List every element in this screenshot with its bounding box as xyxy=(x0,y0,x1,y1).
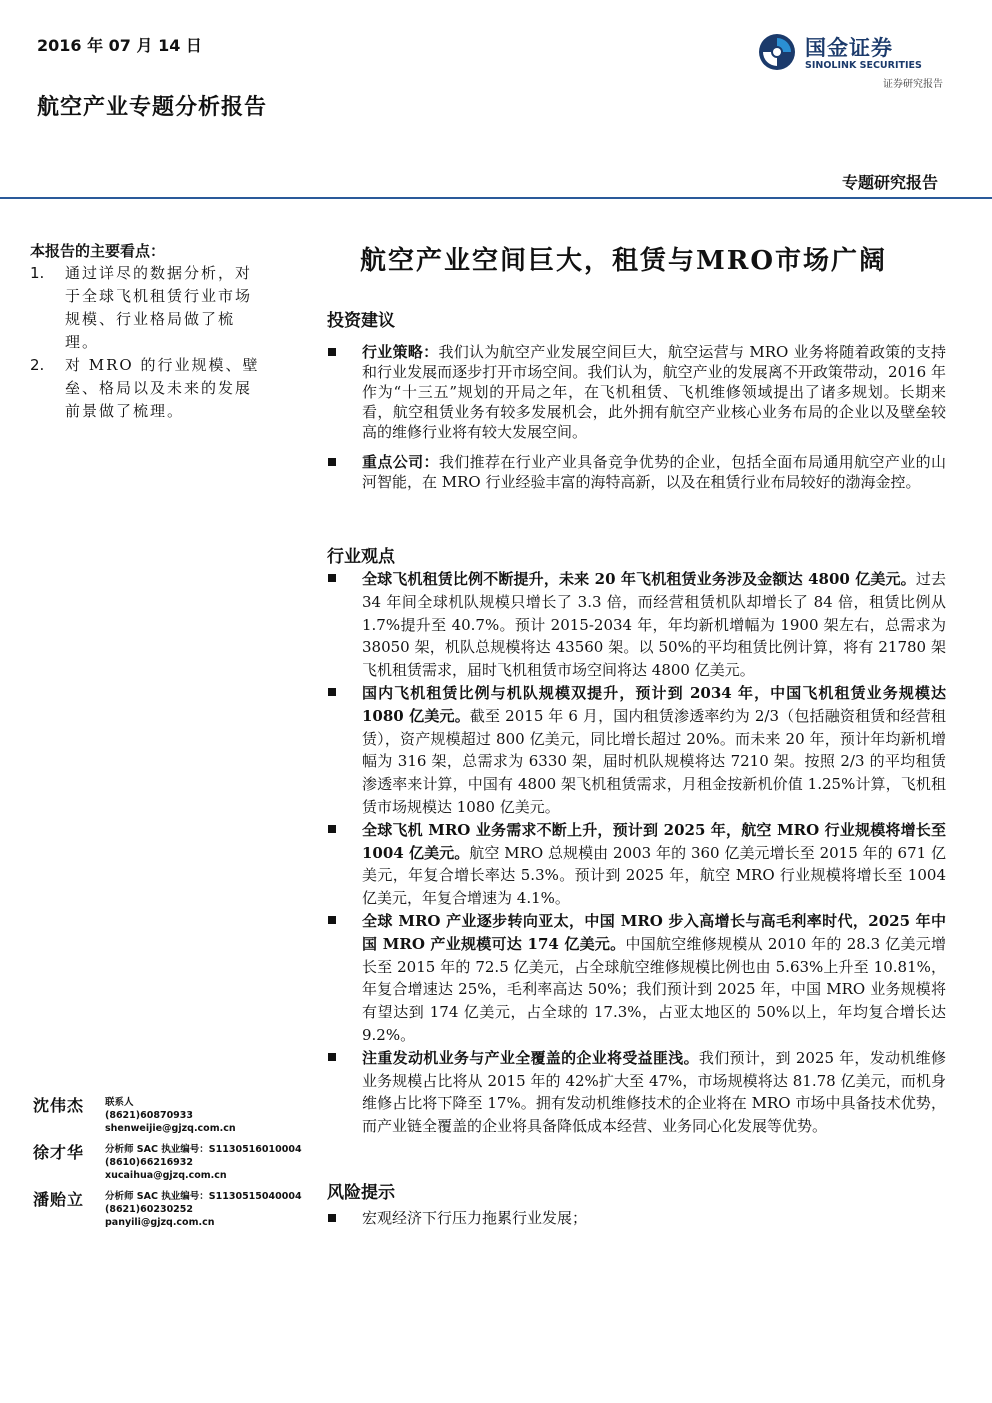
bullet-item xyxy=(326,819,946,910)
analyst-role: 联系人 xyxy=(105,1097,134,1108)
highlight-item xyxy=(30,262,265,354)
bullet-item xyxy=(326,910,946,1047)
analyst-name: 潘贻立 xyxy=(33,1190,85,1209)
bullet-text: 截至 2015 年 6 月，国内租赁渗透率约为 2/3（包括融资租赁和经营租赁），资产规模超过 800 亿美元，同比增长超过 20%。而未来 20 年，预计年均新机增幅为 316 架，总需求为 6330 架，届时机队规模将达 7210 架。按照 2/3 的平均租赁渗透率来计算，中国有 4800 架飞机租赁需求，月租金按新机价值 1.25%计算，飞机租赁市场规模达 1080 亿美元。 xyxy=(362,706,946,816)
bullet-text: 我们认为航空产业发展空间巨大，航空运营与 MRO 业务将随着政策的支持和行业发展而逐步打开市场空间。我们认为，航空产业的发展离不开政策带动，2016 年作为“十三五”规划的开局之年，在飞机租赁、飞机维修领域提出了诸多规划。长期来看，航空租赁业务有较多发展机会，此外拥有航空产业核心业务布局的企业以及壁垒较高的维修行业将有较大发展空间。 xyxy=(362,343,946,441)
square-bullet-icon xyxy=(328,916,336,924)
analyst-info xyxy=(105,1096,236,1135)
section-heading-risk: 风险提示 xyxy=(327,1183,395,1203)
bullet-text: 过去 34 年间全球机队规模只增长了 3.3 倍，而经营租赁机队却增长了 84 倍，租赁比例从 1.7%提升至 40.7%。预计 2015-2034 年，年均新机增幅为 1900 架左右，总需求为 38050 架，机队总规模将达 43560 架。以 50%的平均租赁比例计算，将有 21780 架飞机租赁需求，届时飞机租赁市场空间将达 4800 亿美元。 xyxy=(362,570,946,680)
highlights-list xyxy=(30,262,265,423)
bullet-item xyxy=(326,1047,946,1138)
bullet-lead: 国内飞机租赁比例与机队规模双提升，预计到 2034 年，中国飞机租赁业务规模达 1080 亿美元。 xyxy=(362,683,946,725)
analyst-phone: (8610)66216932 xyxy=(105,1157,194,1168)
bullet-text: 我们预计，到 2025 年，发动机维修业务规模占比将从 2015 年的 42%扩大至 47%，市场规模将达 81.78 亿美元，而机身维修占比将下降至 17%。拥有发动机维修技术的企业将在 MRO 市场中具备技术优势，而产业链全覆盖的企业将具备降低成本经营、业务同心化发展等优势。 xyxy=(362,1048,946,1136)
analyst-role: 分析师 SAC 执业编号：S1130515040004 xyxy=(105,1191,302,1202)
square-bullet-icon xyxy=(328,825,336,833)
square-bullet-icon xyxy=(328,1053,336,1061)
bullet-item xyxy=(326,568,946,682)
bullet-item xyxy=(326,1208,946,1228)
header-divider xyxy=(0,197,992,199)
bullet-text: 我们推荐在行业产业具备竞争优势的企业，包括全面布局通用航空产业的山河智能，在 MRO 行业经验丰富的海特高新，以及在租赁行业布局较好的渤海金控。 xyxy=(362,453,946,491)
analyst-list xyxy=(33,1093,318,1234)
square-bullet-icon xyxy=(328,688,336,696)
bullet-text: 宏观经济下行压力拖累行业发展； xyxy=(362,1209,588,1227)
analyst-email[interactable]: shenweijie@gjzq.com.cn xyxy=(105,1123,236,1134)
highlight-number: 1. xyxy=(30,264,45,282)
logo-subtitle: 证券研究报告 xyxy=(883,79,943,90)
report-date: 2016 年 07 月 14 日 xyxy=(37,36,202,55)
analyst-entry xyxy=(33,1187,318,1234)
highlight-text: 通过详尽的数据分析，对于全球飞机租赁行业市场规模、行业格局做了梳理。 xyxy=(65,264,253,351)
company-logo xyxy=(757,30,947,92)
analyst-phone: (8621)60230252 xyxy=(105,1204,194,1215)
logo-name-en: SINOLINK SECURITIES xyxy=(805,60,922,71)
highlights-heading: 本报告的主要看点： xyxy=(30,242,166,260)
analyst-name: 徐才华 xyxy=(33,1143,85,1162)
analyst-email[interactable]: xucaihua@gjzq.com.cn xyxy=(105,1170,227,1181)
bullet-lead: 重点公司： xyxy=(362,453,439,471)
analyst-info xyxy=(105,1190,302,1229)
square-bullet-icon xyxy=(328,1214,336,1222)
analyst-info xyxy=(105,1143,302,1182)
bullet-lead: 行业策略： xyxy=(362,343,439,361)
bullet-lead: 全球飞机租赁比例不断提升，未来 20 年飞机租赁业务涉及金额达 4800 亿美元。 xyxy=(362,570,916,588)
main-title: 航空产业空间巨大，租赁与MRO市场广阔 xyxy=(360,246,888,276)
bullet-text: 中国航空维修规模从 2010 年的 28.3 亿美元增长至 2015 年的 72.5 亿美元，占全球航空维修规模比例也由 5.63%上升至 10.81%，年复合增速达 25%，毛利率高达 50%；我们预计到 2025 年，中国 MRO 业务规模将有望达到 174 亿美元，占全球的 17.3%，占亚太地区的 50%以上，年均复合增长达 9.2%。 xyxy=(362,934,946,1044)
bullet-item xyxy=(326,682,946,819)
bullet-text: 航空 MRO 总规模由 2003 年的 360 亿美元增长至 2015 年的 671 亿美元，年复合增长率达 5.3%。预计到 2025 年，航空 MRO 行业规模将增长至 1004 亿美元，年复合增速为 4.1%。 xyxy=(362,843,946,908)
analyst-name: 沈伟杰 xyxy=(33,1096,85,1115)
highlight-number: 2. xyxy=(30,356,45,374)
analyst-phone: (8621)60870933 xyxy=(105,1110,194,1121)
bullet-item xyxy=(326,342,946,442)
analyst-role: 分析师 SAC 执业编号：S1130516010004 xyxy=(105,1144,302,1155)
square-bullet-icon xyxy=(328,458,336,466)
report-type-title: 航空产业专题分析报告 xyxy=(37,94,268,120)
sinolink-logo-icon xyxy=(757,32,797,72)
analyst-entry xyxy=(33,1093,318,1140)
logo-name-cn: 国金证券 xyxy=(805,36,893,60)
analyst-entry xyxy=(33,1140,318,1187)
highlight-text: 对 MRO 的行业规模、壁垒、格局以及未来的发展前景做了梳理。 xyxy=(65,356,260,420)
square-bullet-icon xyxy=(328,574,336,582)
report-category: 专题研究报告 xyxy=(841,173,938,192)
section-heading-industry: 行业观点 xyxy=(327,547,395,567)
analyst-email[interactable]: panyili@gjzq.com.cn xyxy=(105,1217,215,1228)
bullet-item xyxy=(326,452,946,492)
highlight-item xyxy=(30,354,265,423)
bullet-lead: 注重发动机业务与产业全覆盖的企业将受益匪浅。 xyxy=(362,1048,699,1067)
square-bullet-icon xyxy=(328,348,336,356)
section-heading-investment: 投资建议 xyxy=(327,311,395,331)
investment-list xyxy=(326,342,946,502)
risk-list xyxy=(326,1208,946,1228)
bullet-lead: 全球飞机 MRO 业务需求不断上升，预计到 2025 年，航空 MRO 行业规模将增长至 1004 亿美元。 xyxy=(362,820,946,862)
industry-list xyxy=(326,568,946,1138)
bullet-lead: 全球 MRO 产业逐步转向亚太，中国 MRO 步入高增长与高毛利率时代，2025 年中国 MRO 产业规模可达 174 亿美元。 xyxy=(362,911,946,953)
